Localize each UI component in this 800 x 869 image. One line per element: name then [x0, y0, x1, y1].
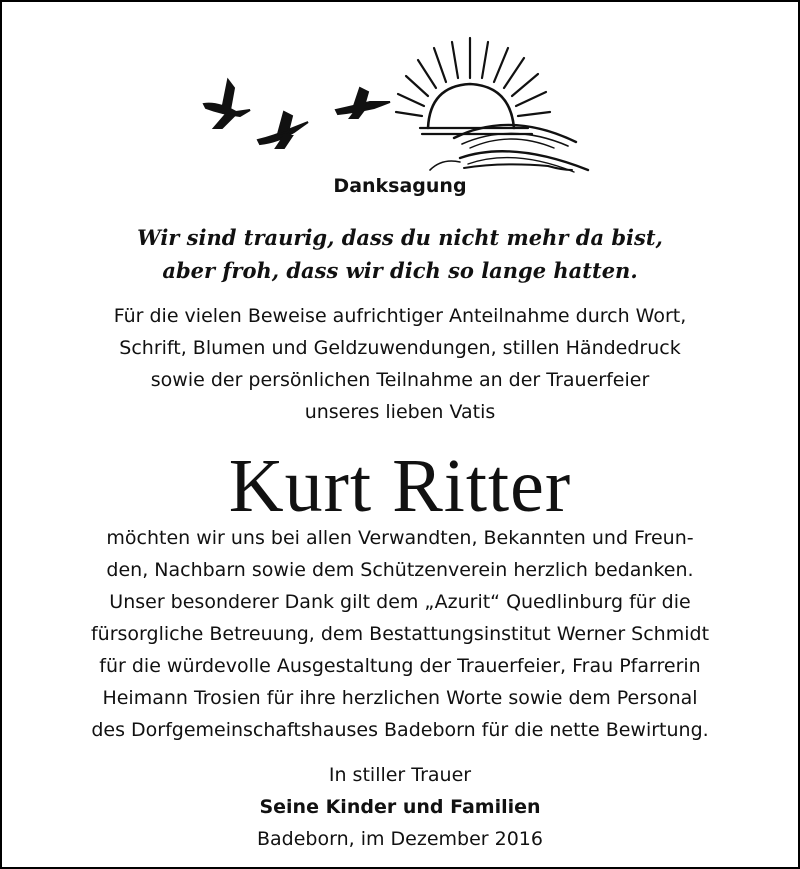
- closing-block: [2, 759, 798, 855]
- thanks-line: für die würdevolle Ausgestaltung der Trauerfeier, Frau Pfarrerin: [99, 655, 701, 677]
- hills-icon: [430, 125, 588, 172]
- deceased-name: Kurt Ritter: [228, 444, 572, 528]
- intro-line: unseres lieben Vatis: [304, 401, 496, 423]
- motto-line: Wir sind traurig, dass du nicht mehr da bist,: [137, 225, 663, 250]
- intro-line: sowie der persönlichen Teilnahme an der Trauerfeier: [150, 369, 650, 391]
- rising-sun-icon: [396, 38, 550, 134]
- motto-quote: [2, 221, 798, 287]
- thanks-line: den, Nachbarn sowie dem Schützenverein herzlich bedanken.: [106, 559, 694, 581]
- closing-phrase: In stiller Trauer: [328, 764, 472, 786]
- bird-icon: [336, 88, 390, 118]
- thanks-line: fürsorgliche Betreuung, dem Bestattungsinstitut Werner Schmidt: [90, 623, 710, 645]
- thanks-paragraph: [2, 522, 798, 746]
- bird-icon: [204, 80, 250, 128]
- thanks-line: Unser besonderer Dank gilt dem „Azurit“ Quedlinburg für die: [109, 591, 691, 613]
- motto-line: aber froh, dass wir dich so lange hatten.: [162, 258, 638, 283]
- thanks-line: möchten wir uns bei allen Verwandten, Bekannten und Freun-: [106, 527, 694, 549]
- intro-paragraph: [2, 300, 798, 428]
- bird-icon: [258, 112, 308, 148]
- signer-names: Seine Kinder und Familien: [259, 796, 541, 818]
- thanks-line: des Dorfgemeinschaftshauses Badeborn für die nette Bewirtung.: [91, 719, 709, 741]
- notice-heading: Danksagung: [333, 175, 467, 197]
- thanks-line: Heimann Trosien für ihre herzlichen Worte sowie dem Personal: [102, 687, 698, 709]
- decorative-illustration: [192, 30, 612, 180]
- intro-line: Schrift, Blumen und Geldzuwendungen, stillen Händedruck: [119, 337, 681, 359]
- place-date: Badeborn, im Dezember 2016: [257, 828, 543, 850]
- intro-line: Für die vielen Beweise aufrichtiger Anteilnahme durch Wort,: [113, 305, 687, 327]
